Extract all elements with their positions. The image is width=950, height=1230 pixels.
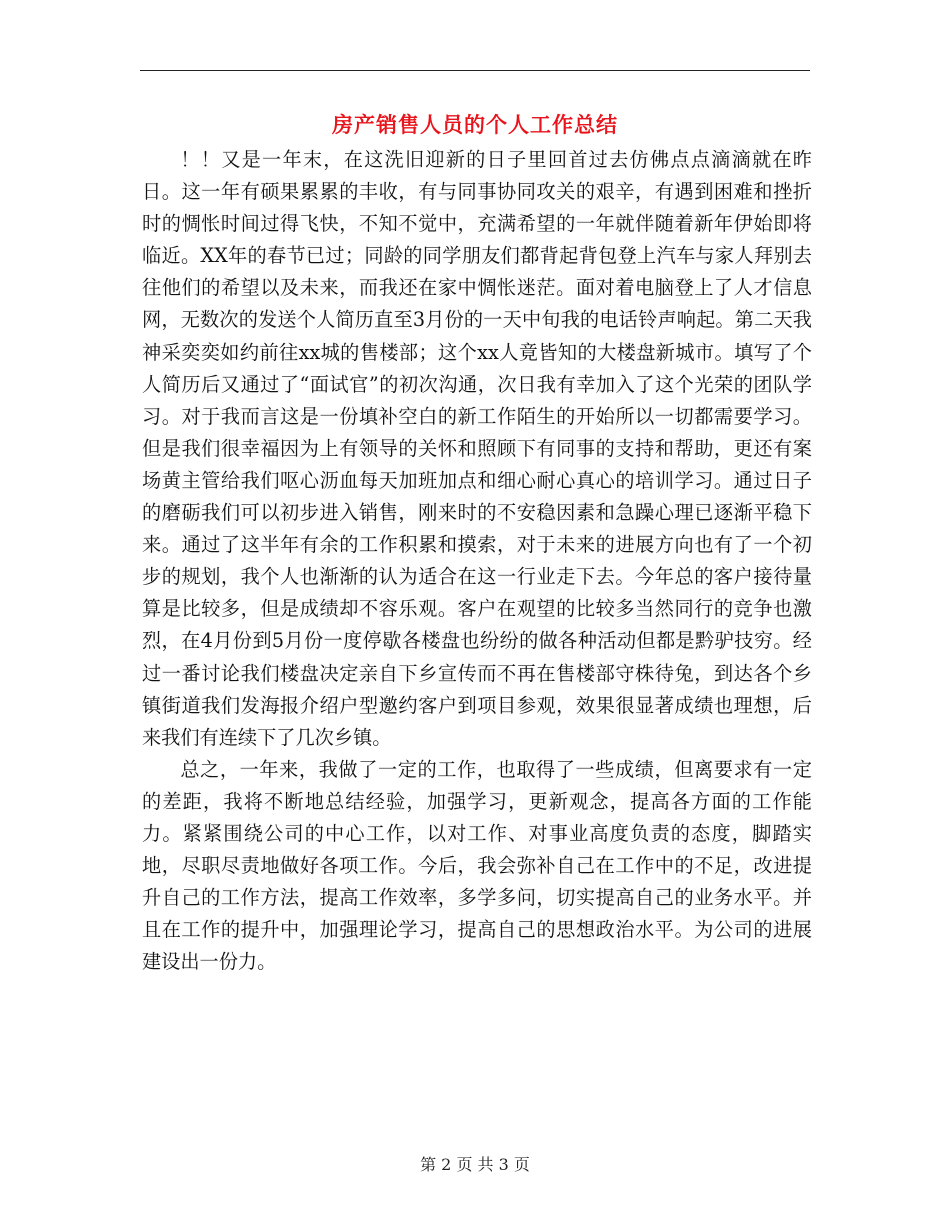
document-body [142, 144, 812, 978]
body-paragraph-1: ！！又是一年末，在这洗旧迎新的日子里回首过去仿佛点点滴滴就在昨日。这一年有硕果累累的丰收，有与同事协同攻关的艰辛，有遇到困难和挫折时的惆怅时间过得飞快，不知不觉中，充满希望的一年就伴随着新年伊始即将临近。XX年的春节已过；同龄的同学朋友们都背起背包登上汽车与家人拜别去往他们的希望以及未来，而我还在家中惆怅迷茫。面对着电脑登上了人才信息网，无数次的发送个人简历直至3月份的一天中旬我的电话铃声响起。第二天我神采奕奕如约前往xx城的售楼部；这个xx人竟皆知的大楼盘新城市。填写了个人简历后又通过了“面试官”的初次沟通，次日我有幸加入了这个光荣的团队学习。对于我而言这是一份填补空白的新工作陌生的开始所以一切都需要学习。但是我们很幸福因为上有领导的关怀和照顾下有同事的支持和帮助，更还有案场黄主管给我们呕心沥血每天加班加点和细心耐心真心的培训学习。通过日子的磨砺我们可以初步进入销售，刚来时的不安稳因素和急躁心理已逐渐平稳下来。通过了这半年有余的工作积累和摸索，对于未来的进展方向也有了一个初步的规划，我个人也渐渐的认为适合在这一行业走下去。今年总的客户接待量算是比较多，但是成绩却不容乐观。客户在观望的比较多当然同行的竞争也激烈，在4月份到5月份一度停歇各楼盘也纷纷的做各种活动但都是黔驴技穷。经过一番讨论我们楼盘决定亲自下乡宣传而不再在售楼部守株待兔，到达各个乡镇街道我们发海报介绍户型邀约客户到项目参观，效果很显著成绩也理想，后来我们有连续下了几次乡镇。 [142, 148, 812, 749]
header-rule [140, 70, 810, 71]
document-title: 房产销售人员的个人工作总结 [332, 112, 618, 137]
page-number-footer: 第 2 页 共 3 页 [420, 1155, 530, 1174]
body-paragraph-2: 总之，一年来，我做了一定的工作，也取得了一些成绩，但离要求有一定的差距，我将不断地总结经验，加强学习，更新观念，提高各方面的工作能力。紧紧围绕公司的中心工作，以对工作、对事业高度负责的态度，脚踏实地，尽职尽责地做好各项工作。今后，我会弥补自己在工作中的不足，改进提升自己的工作方法，提高工作效率，多学多问，切实提高自己的业务水平。并且在工作的提升中，加强理论学习，提高自己的思想政治水平。为公司的进展建设出一份力。 [142, 757, 812, 974]
